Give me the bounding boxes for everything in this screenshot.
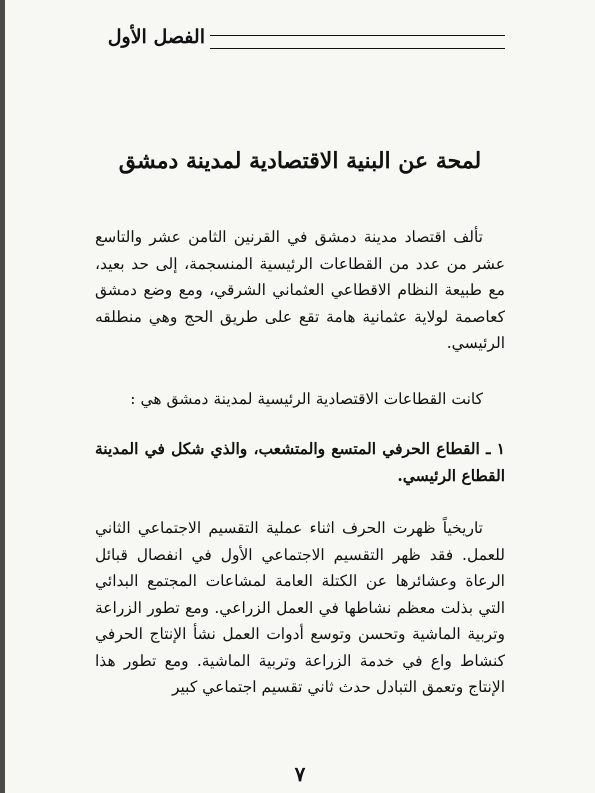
paragraph-sectors-lead: كانت القطاعات الاقتصادية الرئيسية لمدينة دمشق هي : bbox=[130, 390, 483, 408]
chapter-title: الفصل الأول bbox=[107, 26, 205, 48]
chapter-header bbox=[100, 26, 505, 56]
page-number: ٧ bbox=[294, 762, 306, 786]
paragraph-intro: تألف اقتصاد مدينة دمشق في القرنين الثامن عشر والتاسع عشر من عدد من القطاعات الرئيسية المنسجمة، إلى حد بعيد، مع طبيعة النظام الاقطاعي العثماني الشرقي، ومع وضع دمشق كعاصمة لولاية عثمانية هامة تقع على طريق الحج وهي منطلقه الرئيسي. bbox=[95, 228, 505, 352]
book-page bbox=[5, 0, 595, 793]
header-rule-top bbox=[210, 35, 505, 36]
paragraph-history: تاريخياً ظهرت الحرف اثناء عملية التقسيم الاجتماعي الثاني للعمل. فقد ظهر التقسيم الاجتماعي الأول في انفصال قبائل الرعاة وعشائرها عن الكتلة العامة لمشاعات المجتمع البدائي التي بذلت معظم نشاطها في العمل الزراعي. ومع تطور الزراعة وتربية الماشية وتحسن وتوسع أدوات العمل نشأ الإنتاج الحرفي كنشاط واع في خدمة الزراعة وتربية الماشية. ومع تطور هذا الإنتاج وتعمق التبادل حدث ثاني تقسيم اجتماعي كبير bbox=[95, 519, 505, 696]
section-heading: لمحة عن البنية الاقتصادية لمدينة دمشق bbox=[118, 148, 482, 174]
header-rule-bottom bbox=[210, 48, 505, 49]
list-item-craft-sector: ١ ـ القطاع الحرفي المتسع والمتشعب، والذي شكل في المدينة القطاع الرئيسي. bbox=[95, 439, 505, 485]
